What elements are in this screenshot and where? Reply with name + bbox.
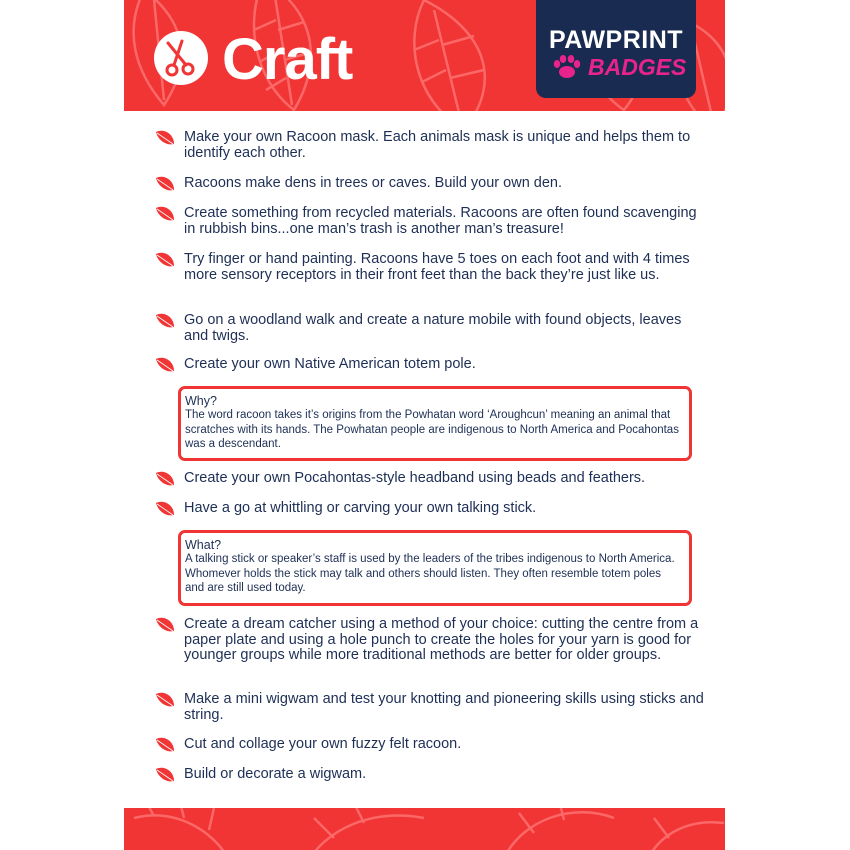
footer-banner [124, 808, 725, 850]
note-title: Why? [185, 394, 217, 408]
list-item: Create your own Pocahontas-style headband using beads and feathers. [184, 470, 646, 486]
list-item: Try finger or hand painting. Racoons have 5 toes on each foot and with 4 times more sensory receptors in their front feet than the back they’re just like us. [184, 251, 690, 283]
list-item: Have a go at whittling or carving your own talking stick. [184, 500, 537, 516]
list-item: Create your own Native American totem pole. [184, 356, 476, 372]
list-item: Cut and collage your own fuzzy felt racoon. [184, 736, 462, 752]
list-item: Create a dream catcher using a method of your choice: cutting the centre from a paper plate and using a hole punch to create the holes for your yarn is good for younger groups while more traditional methods are better for older groups. [184, 616, 699, 663]
leaf-icon [154, 497, 176, 519]
why-note-box [178, 386, 692, 461]
leaf-icon [154, 248, 176, 270]
leaf-icon [154, 172, 176, 194]
craft-page [124, 0, 725, 850]
leaf-icon [154, 126, 176, 148]
leaf-icon [154, 353, 176, 375]
note-title: What? [185, 538, 222, 552]
note-body: The word racoon takes it’s origins from the Powhatan word ‘Aroughcun’ meaning an animal that scratches with its hands. The Powhatan people are indigenous to North America and Pocahontas was a descendant. [185, 409, 679, 450]
scissors-icon [154, 31, 208, 85]
logo-text-top: PAWPRINT [548, 26, 684, 54]
leaf-icon [154, 309, 176, 331]
leaf-icon [154, 733, 176, 755]
leaf-icon [154, 763, 176, 785]
paw-icon [552, 54, 582, 80]
leaf-icon [154, 688, 176, 710]
note-body: A talking stick or speaker’s staff is used by the leaders of the tribes indigenous to North America. Whomever holds the stick may talk and others should listen. They often resemble totem poles and are still used today. [185, 553, 675, 594]
list-item: Go on a woodland walk and create a nature mobile with found objects, leaves and twigs. [184, 312, 682, 344]
what-note-box [178, 530, 692, 606]
leaf-icon [154, 613, 176, 635]
list-item: Create something from recycled materials. Racoons are often found scavenging in rubbish bins...one man’s trash is another man’s treasure! [184, 205, 697, 237]
list-item: Make a mini wigwam and test your knotting and pioneering skills using sticks and string. [184, 691, 704, 723]
leaf-icon [154, 202, 176, 224]
leaf-icon [154, 467, 176, 489]
pawprint-badges-logo [536, 0, 696, 98]
header-banner [124, 0, 725, 111]
leaf-pattern-decoration [124, 808, 725, 850]
logo-text-bottom: BADGES [588, 54, 687, 80]
list-item: Build or decorate a wigwam. [184, 766, 367, 782]
list-item: Racoons make dens in trees or caves. Build your own den. [184, 175, 563, 191]
page-title: Craft [222, 27, 353, 92]
list-item: Make your own Racoon mask. Each animals mask is unique and helps them to identify each other. [184, 129, 691, 161]
